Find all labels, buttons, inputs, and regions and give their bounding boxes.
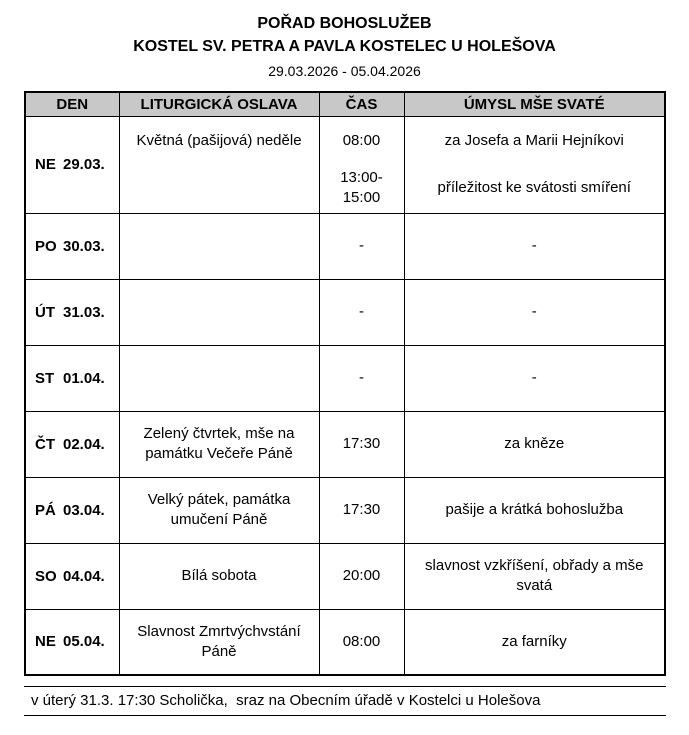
intention-cell: - [404, 345, 665, 411]
time-cell: - [319, 279, 404, 345]
page-title: POŘAD BOHOSLUŽEB [257, 15, 432, 32]
footer-note: v úterý 31.3. 17:30 Scholička, sraz na Obecním úřadě v Kostelci u Holešova [24, 686, 666, 716]
day-abbr: ST [35, 369, 55, 387]
schedule-row [25, 609, 665, 675]
celebration-cell [119, 213, 319, 279]
time-cell: - [319, 345, 404, 411]
day-date: 01.04. [63, 369, 105, 387]
time-cell: 20:00 [319, 543, 404, 609]
celebration-cell [119, 345, 319, 411]
schedule-row [25, 345, 665, 411]
day-abbr: NE [35, 633, 56, 651]
day-cell [25, 609, 119, 675]
intention-cell: za kněze [404, 411, 665, 477]
schedule-row [25, 477, 665, 543]
day-date: 30.03. [63, 237, 105, 255]
day-abbr: ČT [35, 435, 55, 453]
day-cell [25, 213, 119, 279]
time-cell: 17:30 [319, 411, 404, 477]
day-cell [25, 411, 119, 477]
schedule-row [25, 411, 665, 477]
celebration-line: Květná (pašijová) neděle [136, 132, 302, 150]
day-date: 29.03. [63, 156, 105, 173]
day-date: 03.04. [63, 501, 105, 519]
celebration-cell: Zelený čtvrtek, mše na památku Večeře Páně [119, 411, 319, 477]
celebration-line [122, 165, 317, 212]
schedule-row [25, 213, 665, 279]
day-cell [25, 543, 119, 609]
celebration-cell [119, 279, 319, 345]
intention-cell: za farníky [404, 609, 665, 675]
column-header-celebration: LITURGICKÁ OSLAVA [119, 92, 319, 116]
schedule-row [25, 543, 665, 609]
day-abbr: ÚT [35, 303, 55, 321]
day-abbr: SO [35, 567, 57, 585]
day-cell [25, 477, 119, 543]
time-cell: 17:30 [319, 477, 404, 543]
schedule-table-wrap [24, 91, 666, 676]
celebration-cell: Bílá sobota [119, 543, 319, 609]
column-header-day: DEN [25, 92, 119, 116]
time-cell: - [319, 213, 404, 279]
time-line: 08:00 [342, 132, 381, 150]
celebration-cell: Velký pátek, památka umučení Páně [119, 477, 319, 543]
celebration-cell: Slavnost Zmrtvýchvstání Páně [119, 609, 319, 675]
intention-cell: slavnost vzkříšení, obřady a mše svatá [404, 543, 665, 609]
church-name: KOSTEL SV. PETRA A PAVLA KOSTELEC U HOLEŠOVA [133, 38, 556, 55]
day-cell [25, 116, 119, 213]
day-date: 02.04. [63, 435, 105, 453]
intention-cell: - [404, 279, 665, 345]
celebration-cell [119, 116, 319, 213]
day-abbr: PÁ [35, 501, 56, 519]
schedule-table [24, 91, 666, 676]
intention-line: příležitost ke svátosti smíření [437, 178, 631, 196]
schedule-row [25, 279, 665, 345]
time-cell: 08:00 [319, 609, 404, 675]
day-date: 31.03. [63, 303, 105, 321]
schedule-row [25, 116, 665, 213]
page-header [0, 0, 689, 79]
intention-cell [404, 116, 665, 213]
day-cell [25, 279, 119, 345]
table-header-row [25, 92, 665, 116]
day-abbr: PO [35, 237, 57, 255]
intention-line: za Josefa a Marii Hejníkovi [444, 132, 624, 150]
day-date: 04.04. [63, 567, 105, 585]
time-line: 13:00-15:00 [340, 168, 383, 206]
day-abbr: NE [35, 156, 56, 173]
intention-cell: - [404, 213, 665, 279]
time-cell [319, 116, 404, 213]
day-date: 05.04. [63, 633, 105, 651]
column-header-time: ČAS [319, 92, 404, 116]
column-header-intention: ÚMYSL MŠE SVATÉ [404, 92, 665, 116]
date-range: 29.03.2026 - 05.04.2026 [268, 63, 421, 79]
day-cell [25, 345, 119, 411]
intention-cell: pašije a krátká bohoslužba [404, 477, 665, 543]
